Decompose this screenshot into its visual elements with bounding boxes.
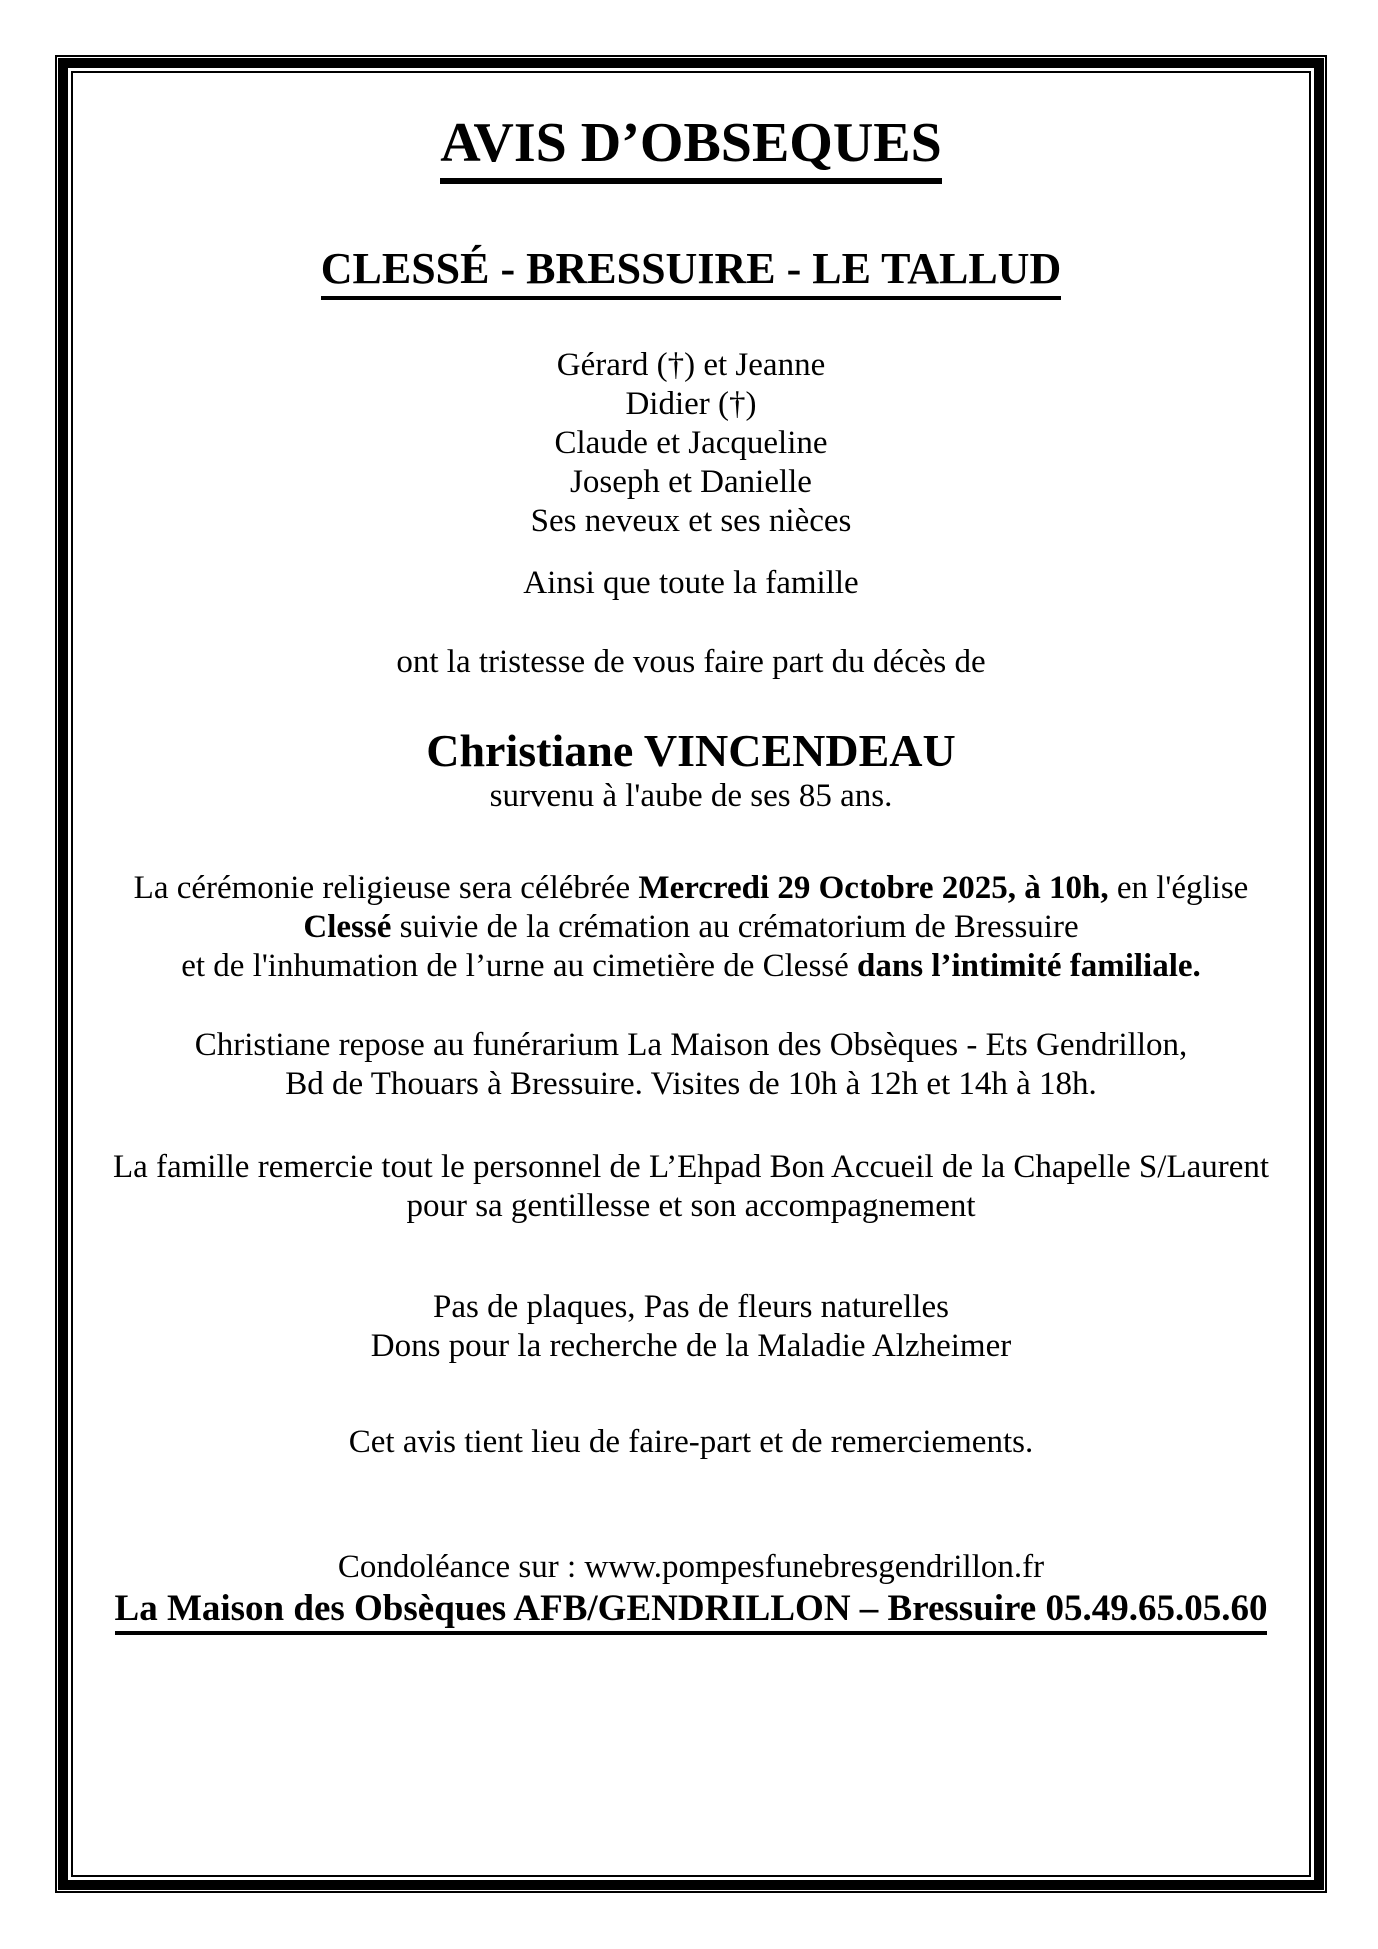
family-member-line: Gérard (†) et Jeanne xyxy=(556,347,826,383)
ceremony-text-segment: et de l'inhumation de l’urne au cimetière de Clessé xyxy=(181,948,858,984)
donations-paragraph xyxy=(74,1288,1308,1366)
family-member-line: Ses neveux et ses nièces xyxy=(530,503,852,539)
family-member-line: Claude et Jacqueline xyxy=(554,425,828,461)
thanks-line-1: La famille remercie tout le personnel de L’Ehpad Bon Accueil de la Chapelle S/Laurent xyxy=(112,1149,1270,1185)
deceased-age-line: survenu à l'aube de ses 85 ans. xyxy=(489,778,893,814)
communes-text: CLESSÉ - BRESSUIRE - LE TALLUD xyxy=(321,244,1062,300)
ceremony-line-2 xyxy=(74,908,1308,947)
communes-heading xyxy=(74,244,1308,294)
ceremony-privacy-bold: dans l’intimité familiale. xyxy=(857,948,1201,984)
thanks-line-2: pour sa gentillesse et son accompagnement xyxy=(406,1188,976,1224)
family-also-line: Ainsi que toute la famille xyxy=(523,565,859,601)
donations-line-2: Dons pour la recherche de la Maladie Alzheimer xyxy=(370,1328,1012,1364)
ceremony-line-1 xyxy=(74,869,1308,908)
ceremony-text-segment: La cérémonie religieuse sera célébrée xyxy=(133,870,639,906)
announcement-line: ont la tristesse de vous faire part du décès de xyxy=(396,644,986,680)
condolence-line: Condoléance sur : www.pompesfunebresgendrillon.fr xyxy=(337,1549,1045,1585)
donations-line-1: Pas de plaques, Pas de fleurs naturelles xyxy=(433,1289,949,1325)
family-member-line: Joseph et Danielle xyxy=(570,464,812,500)
ceremony-place-bold: Clessé xyxy=(303,909,392,945)
thanks-paragraph xyxy=(74,1148,1308,1226)
repose-paragraph xyxy=(74,1026,1308,1104)
family-member-line: Didier (†) xyxy=(625,386,757,422)
ceremony-line-3 xyxy=(74,947,1308,986)
notice-content xyxy=(74,74,1308,1630)
deceased-name: Christiane VINCENDEAU xyxy=(426,725,956,776)
ceremony-text-segment: en l'église xyxy=(1108,870,1249,906)
ceremony-paragraph xyxy=(74,869,1308,986)
funeral-home-text: La Maison des Obsèques AFB/GENDRILLON – Bressuire 05.49.65.05.60 xyxy=(115,1588,1268,1635)
family-list xyxy=(74,346,1308,541)
page-title xyxy=(74,112,1308,174)
page-title-text: AVIS D’OBSEQUES xyxy=(440,112,942,184)
repose-line-2: Bd de Thouars à Bressuire. Visites de 10h à 12h et 14h à 18h. xyxy=(285,1066,1097,1102)
funeral-home-line xyxy=(74,1587,1308,1630)
notice-line: Cet avis tient lieu de faire-part et de remerciements. xyxy=(348,1424,1034,1460)
repose-line-1: Christiane repose au funérarium La Maison des Obsèques - Ets Gendrillon, xyxy=(194,1027,1188,1063)
ceremony-date-bold: Mercredi 29 Octobre 2025, à 10h, xyxy=(638,870,1109,906)
ceremony-text-segment: suivie de la crémation au crématorium de Bressuire xyxy=(391,909,1079,945)
